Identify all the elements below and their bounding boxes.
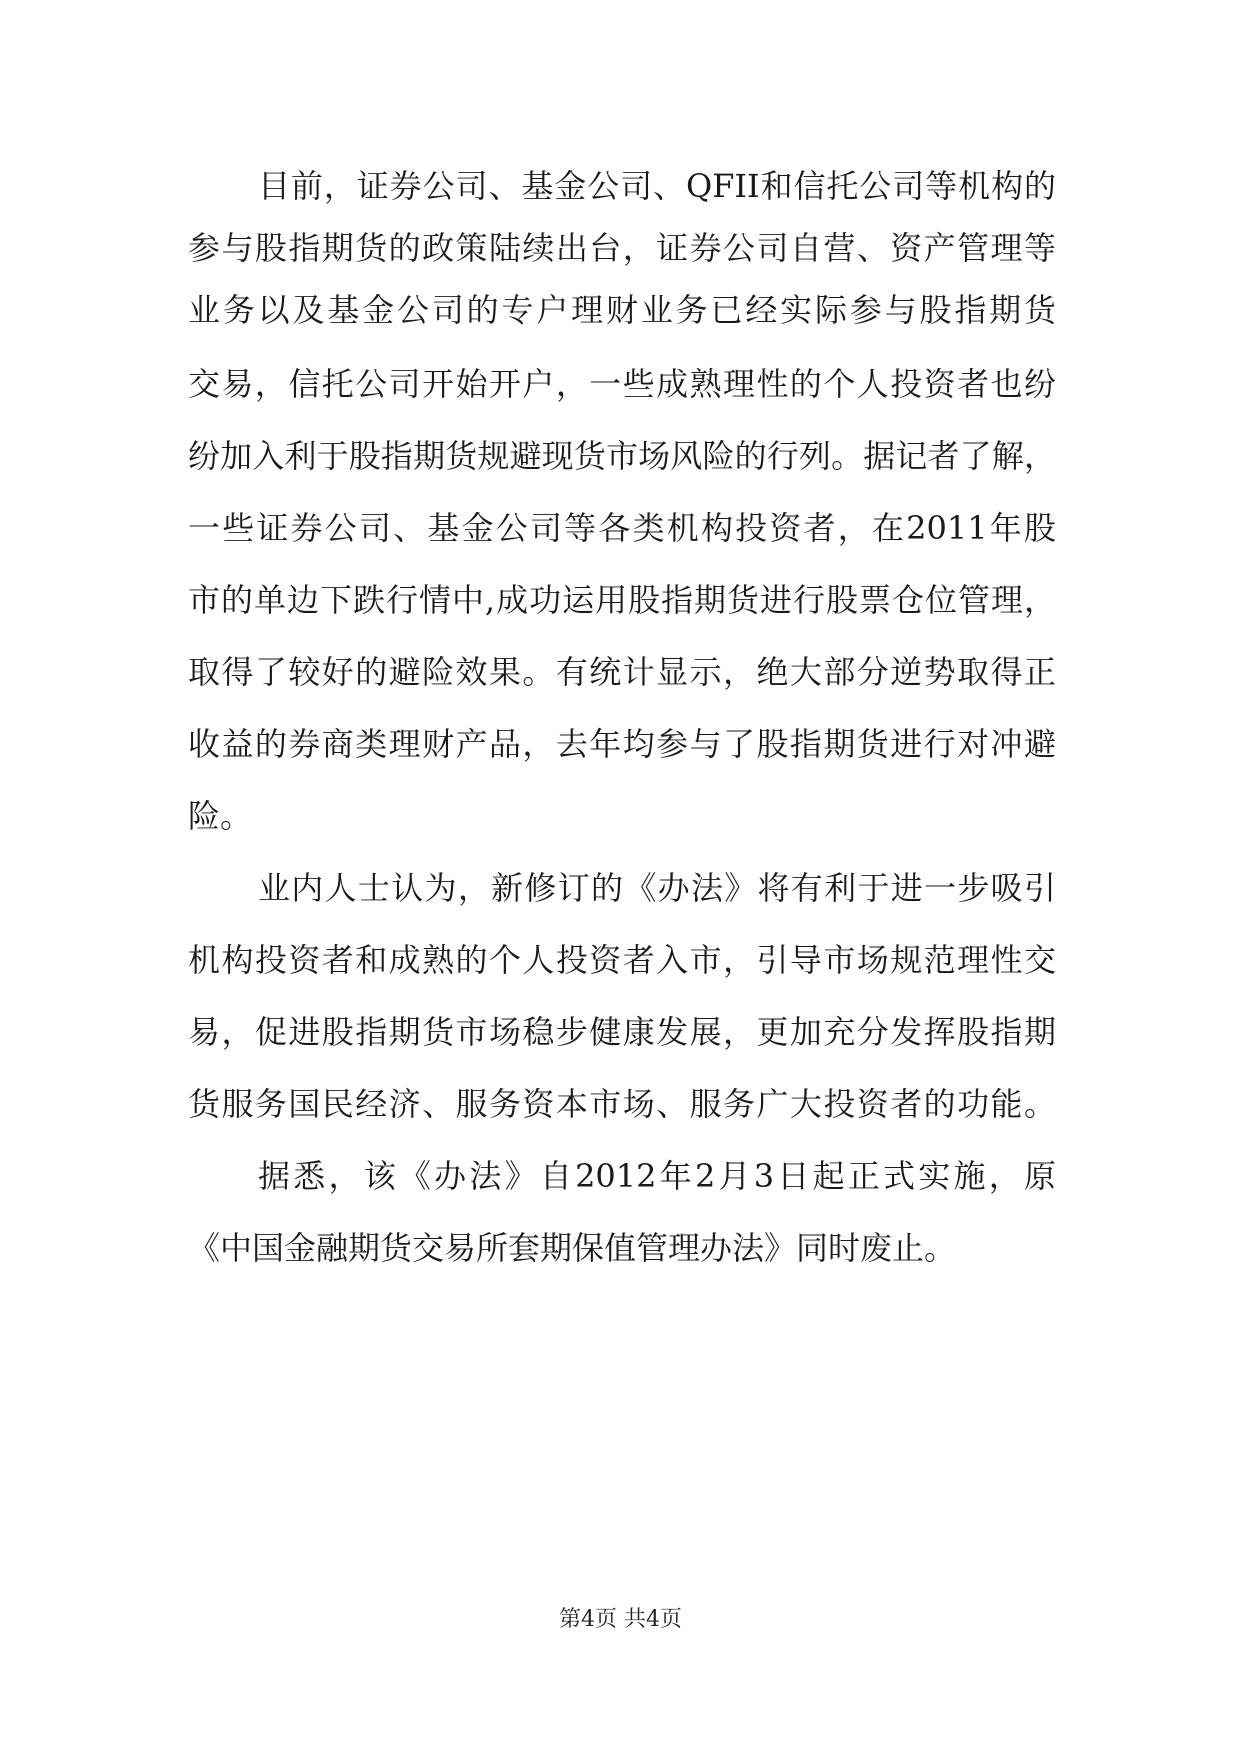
page-number-footer: 第4页 共4页 bbox=[559, 1607, 682, 1632]
paragraph-1-line-1: 目前，证券公司、基金公司、QFII和信托公司等机构的 bbox=[258, 167, 1056, 205]
paragraph-2-line-3: 易，促进股指期货市场稳步健康发展，更加充分发挥股指期 bbox=[188, 1013, 1056, 1051]
paragraph-1-line-10: 险。 bbox=[188, 797, 253, 835]
paragraph-1-line-4: 交易，信托公司开始开户，一些成熟理性的个人投资者也纷 bbox=[188, 365, 1056, 403]
paragraph-2-line-1: 业内人士认为，新修订的《办法》将有利于进一步吸引 bbox=[258, 869, 1056, 907]
paragraph-1-line-8: 取得了较好的避险效果。有统计显示，绝大部分逆势取得正 bbox=[188, 653, 1056, 691]
paragraph-1-line-5: 纷加入利于股指期货规避现货市场风险的行列。据记者了解， bbox=[188, 437, 1056, 475]
paragraph-2-line-4: 货服务国民经济、服务资本市场、服务广大投资者的功能。 bbox=[188, 1085, 1056, 1123]
paragraph-1-line-3: 业务以及基金公司的专户理财业务已经实际参与股指期货 bbox=[188, 291, 1056, 329]
paragraph-3-line-1: 据悉，该《办法》自2012年2月3日起正式实施，原 bbox=[258, 1157, 1056, 1195]
paragraph-1-line-7: 市的单边下跌行情中,成功运用股指期货进行股票仓位管理， bbox=[188, 581, 1056, 619]
paragraph-1-line-9: 收益的券商类理财产品，去年均参与了股指期货进行对冲避 bbox=[188, 725, 1056, 763]
paragraph-3-line-2: 《中国金融期货交易所套期保值管理办法》同时废止。 bbox=[188, 1229, 957, 1267]
paragraph-1-line-6: 一些证券公司、基金公司等各类机构投资者，在2011年股 bbox=[188, 509, 1056, 547]
paragraph-1-line-2: 参与股指期货的政策陆续出台，证券公司自营、资产管理等 bbox=[188, 229, 1056, 267]
paragraph-2-line-2: 机构投资者和成熟的个人投资者入市，引导市场规范理性交 bbox=[188, 941, 1056, 979]
